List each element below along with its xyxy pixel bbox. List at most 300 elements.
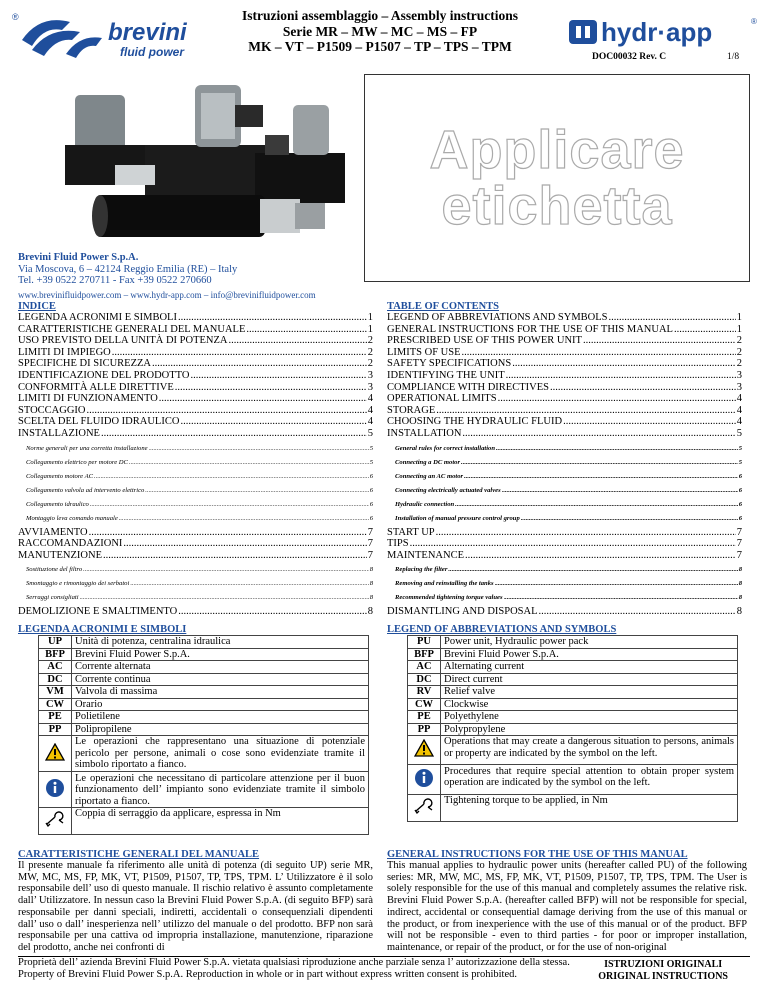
wrench-icon [408,795,441,822]
toc-subentry[interactable] [387,471,742,482]
abbr-desc: Brevini Fluid Power S.p.A. [72,648,369,661]
company-phone: Tel. +39 0522 270711 - Fax +39 0522 270660 [18,275,212,286]
toc-subentry[interactable] [387,499,742,510]
toc-page: 4 [736,416,742,428]
orig-line-1: ISTRUZIONI ORIGINALI [604,959,723,970]
toc-leader [83,564,369,575]
toc-label: Montaggio leva comando manuale [26,514,118,522]
orig-line-2: ORIGINAL INSTRUCTIONS [598,971,728,982]
toc-page: 4 [736,404,742,416]
toc-label: INSTALLATION [387,427,462,439]
toc-label: LIMITI DI FUNZIONAMENTO [18,393,158,405]
toc-label: IDENTIFYING THE UNIT [387,369,505,381]
toc-label: Hydraulic connection [395,500,455,508]
toc-subentry[interactable] [18,485,373,496]
product-photo [55,75,355,250]
toc-label: SPECIFICHE DI SICUREZZA [18,358,152,370]
symbol-row [39,808,369,835]
abbr-code: PE [408,711,441,724]
toc-page: 6 [738,514,742,522]
toc-label: Collegamento idraulico [26,500,89,508]
warning-icon [408,736,441,765]
toc-subentry[interactable] [18,513,373,524]
toc-page: 7 [367,549,373,561]
abbr-code: AC [408,661,441,674]
toc-leader [89,527,367,539]
symbol-row [408,795,738,822]
label-line-2: etichetta [441,176,673,236]
abbreviation-row [39,648,369,661]
general-heading: CARATTERISTICHE GENERALI DEL MANUALE [18,849,373,860]
doc-reference: DOC00032 Rev. C [592,52,667,62]
abbreviation-row [39,723,369,736]
abbreviation-row [408,661,738,674]
abbr-desc: Power unit, Hydraulic power pack [441,636,738,649]
toc-leader [246,324,366,336]
abbreviation-table [407,635,738,822]
toc-subentry[interactable] [18,457,373,468]
toc-subentry[interactable] [18,592,373,603]
toc-leader [175,382,367,394]
symbol-row [39,771,369,808]
toc-label: GENERAL INSTRUCTIONS FOR THE USE OF THIS MANUAL [387,323,673,335]
toc-entry[interactable] [387,382,742,394]
toc-leader [521,513,738,524]
toc-label: STOCCAGGIO [18,404,86,416]
toc-leader [464,471,738,482]
abbreviation-row [39,661,369,674]
hydrapp-logo-text: hydr·app [601,17,713,47]
toc-label: LEGENDA ACRONIMI E SIMBOLI [18,312,177,323]
toc-leader [455,499,738,510]
toc-leader [94,471,369,482]
legend-italian [18,624,373,835]
toc-entry[interactable] [18,606,373,618]
general-section-english [387,849,747,954]
toc-label: LIMITS OF USE [387,346,461,358]
toc-leader [178,312,367,324]
title-line-1: Istruzioni assemblaggio – Assembly instructions [241,8,519,23]
abbr-code: DC [408,673,441,686]
symbol-desc: Tightening torque to be applied, in Nm [441,795,738,822]
toc-page: 6 [738,486,742,494]
symbol-row [408,736,738,765]
toc-entry[interactable] [18,312,373,324]
abbreviation-row [408,723,738,736]
toc-entry[interactable] [18,324,373,336]
toc-page: 5 [738,444,742,452]
toc-entry[interactable] [18,416,373,428]
toc-leader [159,393,367,405]
abbr-code: DC [39,673,72,686]
abbr-desc: Polipropilene [72,723,369,736]
toc-page: 8 [738,594,742,602]
toc-entry[interactable] [387,550,742,562]
toc-page: 8 [369,580,373,588]
toc-leader [448,564,737,575]
toc-leader [129,457,369,468]
symbol-desc: Coppia di serraggio da applicare, espressa in Nm [72,808,369,835]
abbr-desc: Corrente alternata [72,661,369,674]
toc-page: 6 [369,472,373,480]
footer-line-1: Proprietà dell’ azienda Brevini Fluid Power S.p.A. vietata qualsiasi riproduzione anche parziale senza l’ autorizzazione della stessa. [18,957,570,968]
toc-entry[interactable] [387,312,742,324]
toc-subentry[interactable] [387,457,742,468]
abbr-desc: Alternating current [441,661,738,674]
warning-icon [39,736,72,772]
toc-leader [436,527,736,539]
toc-page: 6 [369,486,373,494]
abbreviation-row [408,686,738,699]
toc-label: SCELTA DEL FLUIDO IDRAULICO [18,416,180,428]
toc-entry[interactable] [18,335,373,347]
toc-page: 7 [736,549,742,561]
toc-label: Norme generali per una corretta installazione [26,444,148,452]
symbol-row [39,736,369,772]
toc-leader [190,370,366,382]
toc-entry[interactable] [387,370,742,382]
toc-page: 4 [736,393,742,405]
company-name: Brevini Fluid Power S.p.A. [18,252,139,263]
toc-entry[interactable] [18,370,373,382]
toc-page: 2 [736,346,742,358]
abbr-code: CW [408,698,441,711]
toc-label: Serraggi consigliati [26,594,79,602]
abbr-desc: Polietilene [72,711,369,724]
toc-leader [119,513,369,524]
document-title [215,8,545,55]
info-icon [408,764,441,795]
toc-leader [80,592,369,603]
toc-leader [674,324,736,336]
toc-leader [563,416,736,428]
toc-entry[interactable] [387,347,742,359]
toc-label: SAFETY SPECIFICATIONS [387,358,512,370]
toc-page: 7 [367,538,373,550]
toc-page: 6 [738,500,742,508]
toc-leader [504,592,738,603]
toc-page: 6 [369,500,373,508]
toc-heading: TABLE OF CONTENTS [387,301,500,312]
svg-text:®: ® [12,12,19,22]
abbreviation-row [39,686,369,699]
toc-leader [436,405,736,417]
toc-leader [498,393,736,405]
abbr-code: AC [39,661,72,674]
toc-leader [583,335,736,347]
toc-leader [112,347,367,359]
info-icon [39,771,72,808]
footer [18,956,750,981]
svg-text:®: ® [751,17,757,26]
toc-page: 5 [369,458,373,466]
toc-leader [539,606,736,618]
toc-page: 2 [736,335,742,347]
abbr-desc: Valvola di massima [72,686,369,699]
abbreviation-row [39,636,369,649]
label-line-1: Applicare [429,120,685,180]
toc-subentry[interactable] [387,485,742,496]
toc-entry[interactable] [387,393,742,405]
abbr-desc: Unità di potenza, centralina idraulica [72,636,369,649]
toc-label: Smontaggio e rimontaggio dei serbatoi [26,580,130,588]
toc-page: 1 [736,312,742,323]
toc-label: AVVIAMENTO [18,526,88,538]
toc-label: General rules for correct installation [395,444,496,452]
toc-label: DISMANTLING AND DISPOSAL [387,606,538,618]
toc-page: 5 [738,458,742,466]
toc-leader [410,538,736,550]
toc-leader [178,606,367,618]
toc-leader [465,550,736,562]
abbreviation-row [39,698,369,711]
toc-heading: INDICE [18,301,56,312]
abbr-desc: Polypropylene [441,723,738,736]
toc-page: 6 [369,514,373,522]
toc-page: 3 [736,381,742,393]
page-number: 1/8 [727,52,740,62]
toc-label: Installation of manual pressure control group [395,514,520,522]
legend-heading: LEGEND OF ABBREVIATIONS AND SYMBOLS [387,624,742,635]
toc-leader [101,428,367,440]
toc-label: Removing and reinstalling the tanks [395,580,494,588]
toc-subentry[interactable] [18,443,373,454]
toc-label: Connecting a DC motor [395,458,461,466]
toc-leader [103,550,367,562]
toc-label: CHOOSING THE HYDRAULIC FLUID [387,416,563,428]
toc-subentry[interactable] [387,592,742,603]
toc-entry[interactable] [387,606,742,618]
toc-entry[interactable] [387,416,742,428]
abbreviation-row [408,711,738,724]
toc-page: 2 [736,358,742,370]
brevini-logo-line1: brevini [108,19,187,46]
toc-leader [130,578,368,589]
toc-entry[interactable] [18,347,373,359]
toc-label: MANUTENZIONE [18,549,102,561]
toc-label: DEMOLIZIONE E SMALTIMENTO [18,606,178,618]
toc-page: 3 [736,369,742,381]
toc-page: 2 [367,335,373,347]
toc-entry[interactable] [387,538,742,550]
toc-page: 4 [367,404,373,416]
toc-entry[interactable] [387,428,742,440]
toc-leader [180,416,366,428]
toc-subentry[interactable] [387,513,742,524]
toc-page: 1 [367,312,373,323]
toc-leader [512,358,736,370]
toc-label: Connecting an AC motor [395,472,464,480]
toc-english [387,301,742,618]
toc-page: 5 [369,444,373,452]
legend-english [387,624,742,822]
toc-leader [462,428,735,440]
toc-page: 1 [367,323,373,335]
toc-subentry[interactable] [18,564,373,575]
toc-label: INSTALLAZIONE [18,427,100,439]
toc-page: 7 [736,526,742,538]
toc-entry[interactable] [18,428,373,440]
wrench-icon [39,808,72,835]
abbr-desc: Clockwise [441,698,738,711]
toc-page: 2 [367,358,373,370]
hydrapp-logo [565,14,760,50]
toc-entry[interactable] [18,527,373,539]
toc-label: Collegamento motore AC [26,472,94,480]
toc-entry[interactable] [387,324,742,336]
toc-entry[interactable] [18,358,373,370]
abbr-desc: Relief valve [441,686,738,699]
toc-label: CARATTERISTICHE GENERALI DEL MANUALE [18,323,246,335]
symbol-desc: Le operazioni che rappresentano una situazione di potenziale pericolo per persone, animali o cose sono evidenziate tramite il simbolo riportato a fianco. [72,736,369,772]
toc-label: Recommended tightening torque values [395,594,503,602]
company-web[interactable]: www.brevinifluidpower.com – www.hydr-app.com – info@brevinifluidpower.com [18,289,316,300]
toc-page: 8 [369,594,373,602]
toc-entry[interactable] [18,538,373,550]
general-heading: GENERAL INSTRUCTIONS FOR THE USE OF THIS MANUAL [387,849,747,860]
label-placeholder-box [364,74,750,282]
abbr-code: PP [408,723,441,736]
toc-label: CONFORMITÀ ALLE DIRETTIVE [18,381,174,393]
toc-page: 8 [738,566,742,574]
toc-page: 5 [736,427,742,439]
title-line-2: Serie MR – MW – MC – MS – FP [282,23,478,39]
toc-entry[interactable] [387,527,742,539]
toc-page: 6 [738,472,742,480]
toc-leader [123,538,366,550]
toc-page: 8 [738,580,742,588]
toc-leader [496,443,738,454]
symbol-desc: Procedures that require special attention to obtain proper system operation are indicated by the symbol on the left. [441,764,738,795]
toc-subentry[interactable] [387,443,742,454]
toc-page: 4 [367,393,373,405]
toc-label: START UP [387,526,435,538]
toc-leader [495,578,738,589]
abbr-code: CW [39,698,72,711]
toc-leader [506,370,736,382]
toc-subentry[interactable] [18,471,373,482]
toc-label: USO PREVISTO DELLA UNITÀ DI POTENZA [18,335,228,347]
company-info [18,252,316,301]
symbol-row [408,764,738,795]
toc-page: 7 [367,526,373,538]
toc-entry[interactable] [18,393,373,405]
toc-page: 8 [736,606,742,618]
abbr-code: PE [39,711,72,724]
original-instructions [598,959,728,983]
toc-leader [550,382,736,394]
abbr-code: BFP [408,648,441,661]
toc-page: 2 [367,346,373,358]
toc-subentry[interactable] [18,578,373,589]
toc-label: MAINTENANCE [387,549,464,561]
toc-leader [502,485,738,496]
toc-label: Collegamento valvola ad intervento elettrico [26,486,145,494]
toc-subentry[interactable] [18,499,373,510]
abbr-desc: Corrente continua [72,673,369,686]
abbr-desc: Brevini Fluid Power S.p.A. [441,648,738,661]
symbol-desc: Le operazioni che necessitano di particolare attenzione per il buon funzionamento dell’ impianto sono evidenziate tramite il simbolo riportato a fianco. [72,771,369,808]
toc-label: PRESCRIBED USE OF THIS POWER UNIT [387,335,582,347]
abbreviation-row [39,711,369,724]
toc-leader [609,312,736,324]
abbr-desc: Polyethylene [441,711,738,724]
toc-label: Replacing the filter [395,566,448,574]
toc-label: OPERATIONAL LIMITS [387,393,497,405]
toc-label: IDENTIFICAZIONE DEL PRODOTTO [18,369,190,381]
toc-page: 7 [736,538,742,550]
abbreviation-row [408,673,738,686]
toc-page: 4 [367,416,373,428]
toc-leader [149,443,369,454]
abbr-code: PU [408,636,441,649]
toc-page: 1 [736,323,742,335]
toc-leader [145,485,368,496]
toc-label: LIMITI DI IMPIEGO [18,346,111,358]
toc-leader [462,347,736,359]
toc-leader [229,335,367,347]
toc-subentry[interactable] [387,578,742,589]
toc-leader [461,457,738,468]
toc-italian [18,301,373,618]
toc-label: Connecting electrically actuated valves [395,486,501,494]
toc-entry[interactable] [18,405,373,417]
toc-label: COMPLIANCE WITH DIRECTIVES [387,381,549,393]
company-address: Via Moscova, 6 – 42124 Reggio Emilia (RE) – Italy [18,263,238,275]
toc-entry[interactable] [387,405,742,417]
abbreviation-table [38,635,369,835]
toc-leader [152,358,367,370]
toc-page: 8 [369,566,373,574]
title-line-3: MK – VT – P1509 – P1507 – TP – TPS – TPM [248,39,512,54]
toc-page: 3 [367,381,373,393]
toc-label: LEGEND OF ABBREVIATIONS AND SYMBOLS [387,312,608,323]
symbol-desc: Operations that may create a dangerous situation to persons, animals or property are indicated by the symbol on the left. [441,736,738,765]
toc-leader [90,499,369,510]
toc-entry[interactable] [18,550,373,562]
abbr-code: VM [39,686,72,699]
abbr-desc: Orario [72,698,369,711]
toc-subentry[interactable] [387,564,742,575]
abbr-desc: Direct current [441,673,738,686]
abbreviation-row [408,636,738,649]
brevini-logo [10,10,210,62]
label-placeholder-text [429,122,684,234]
toc-entry[interactable] [387,358,742,370]
toc-entry[interactable] [18,382,373,394]
legend-heading: LEGENDA ACRONIMI E SIMBOLI [18,624,373,635]
abbr-code: BFP [39,648,72,661]
brevini-logo-line2: fluid power [120,45,184,59]
toc-label: TIPS [387,538,409,550]
footer-line-2: Property of Brevini Fluid Power S.p.A. Reproduction in whole or in part without express written consent is prohibited. [18,969,517,980]
toc-label: Sostituzione del filtro [26,566,83,574]
toc-entry[interactable] [387,335,742,347]
abbr-code: RV [408,686,441,699]
abbr-code: UP [39,636,72,649]
general-text: This manual applies to hydraulic power units (hereafter called PU) of the following series: MR, MW, MC, MS, FP, MK, VT, P1509, P1507, TP, TPS, TPM. The User is solely responsible for the use of this manual and completely assumes the relative risk. Brevini Fluid Power S.p.A. (hereafter called BFP) will not be responsible for special, indirect, accidental or consequential damage deriving from the use of this manual or the product, or from inexperience with the use of this manual or of the product. BFP will not be responsible - even to third parties - for poor or improper installation, maintenance, or repair of the product, or for the use of non-original [387,860,747,953]
toc-label: STORAGE [387,404,436,416]
toc-page: 3 [367,369,373,381]
abbreviation-row [408,698,738,711]
toc-page: 5 [367,427,373,439]
general-section-italian [18,849,373,954]
abbreviation-row [39,673,369,686]
toc-label: Collegamento elettrico per motore DC [26,458,128,466]
abbr-code: PP [39,723,72,736]
toc-page: 8 [367,606,373,618]
toc-leader [86,405,366,417]
